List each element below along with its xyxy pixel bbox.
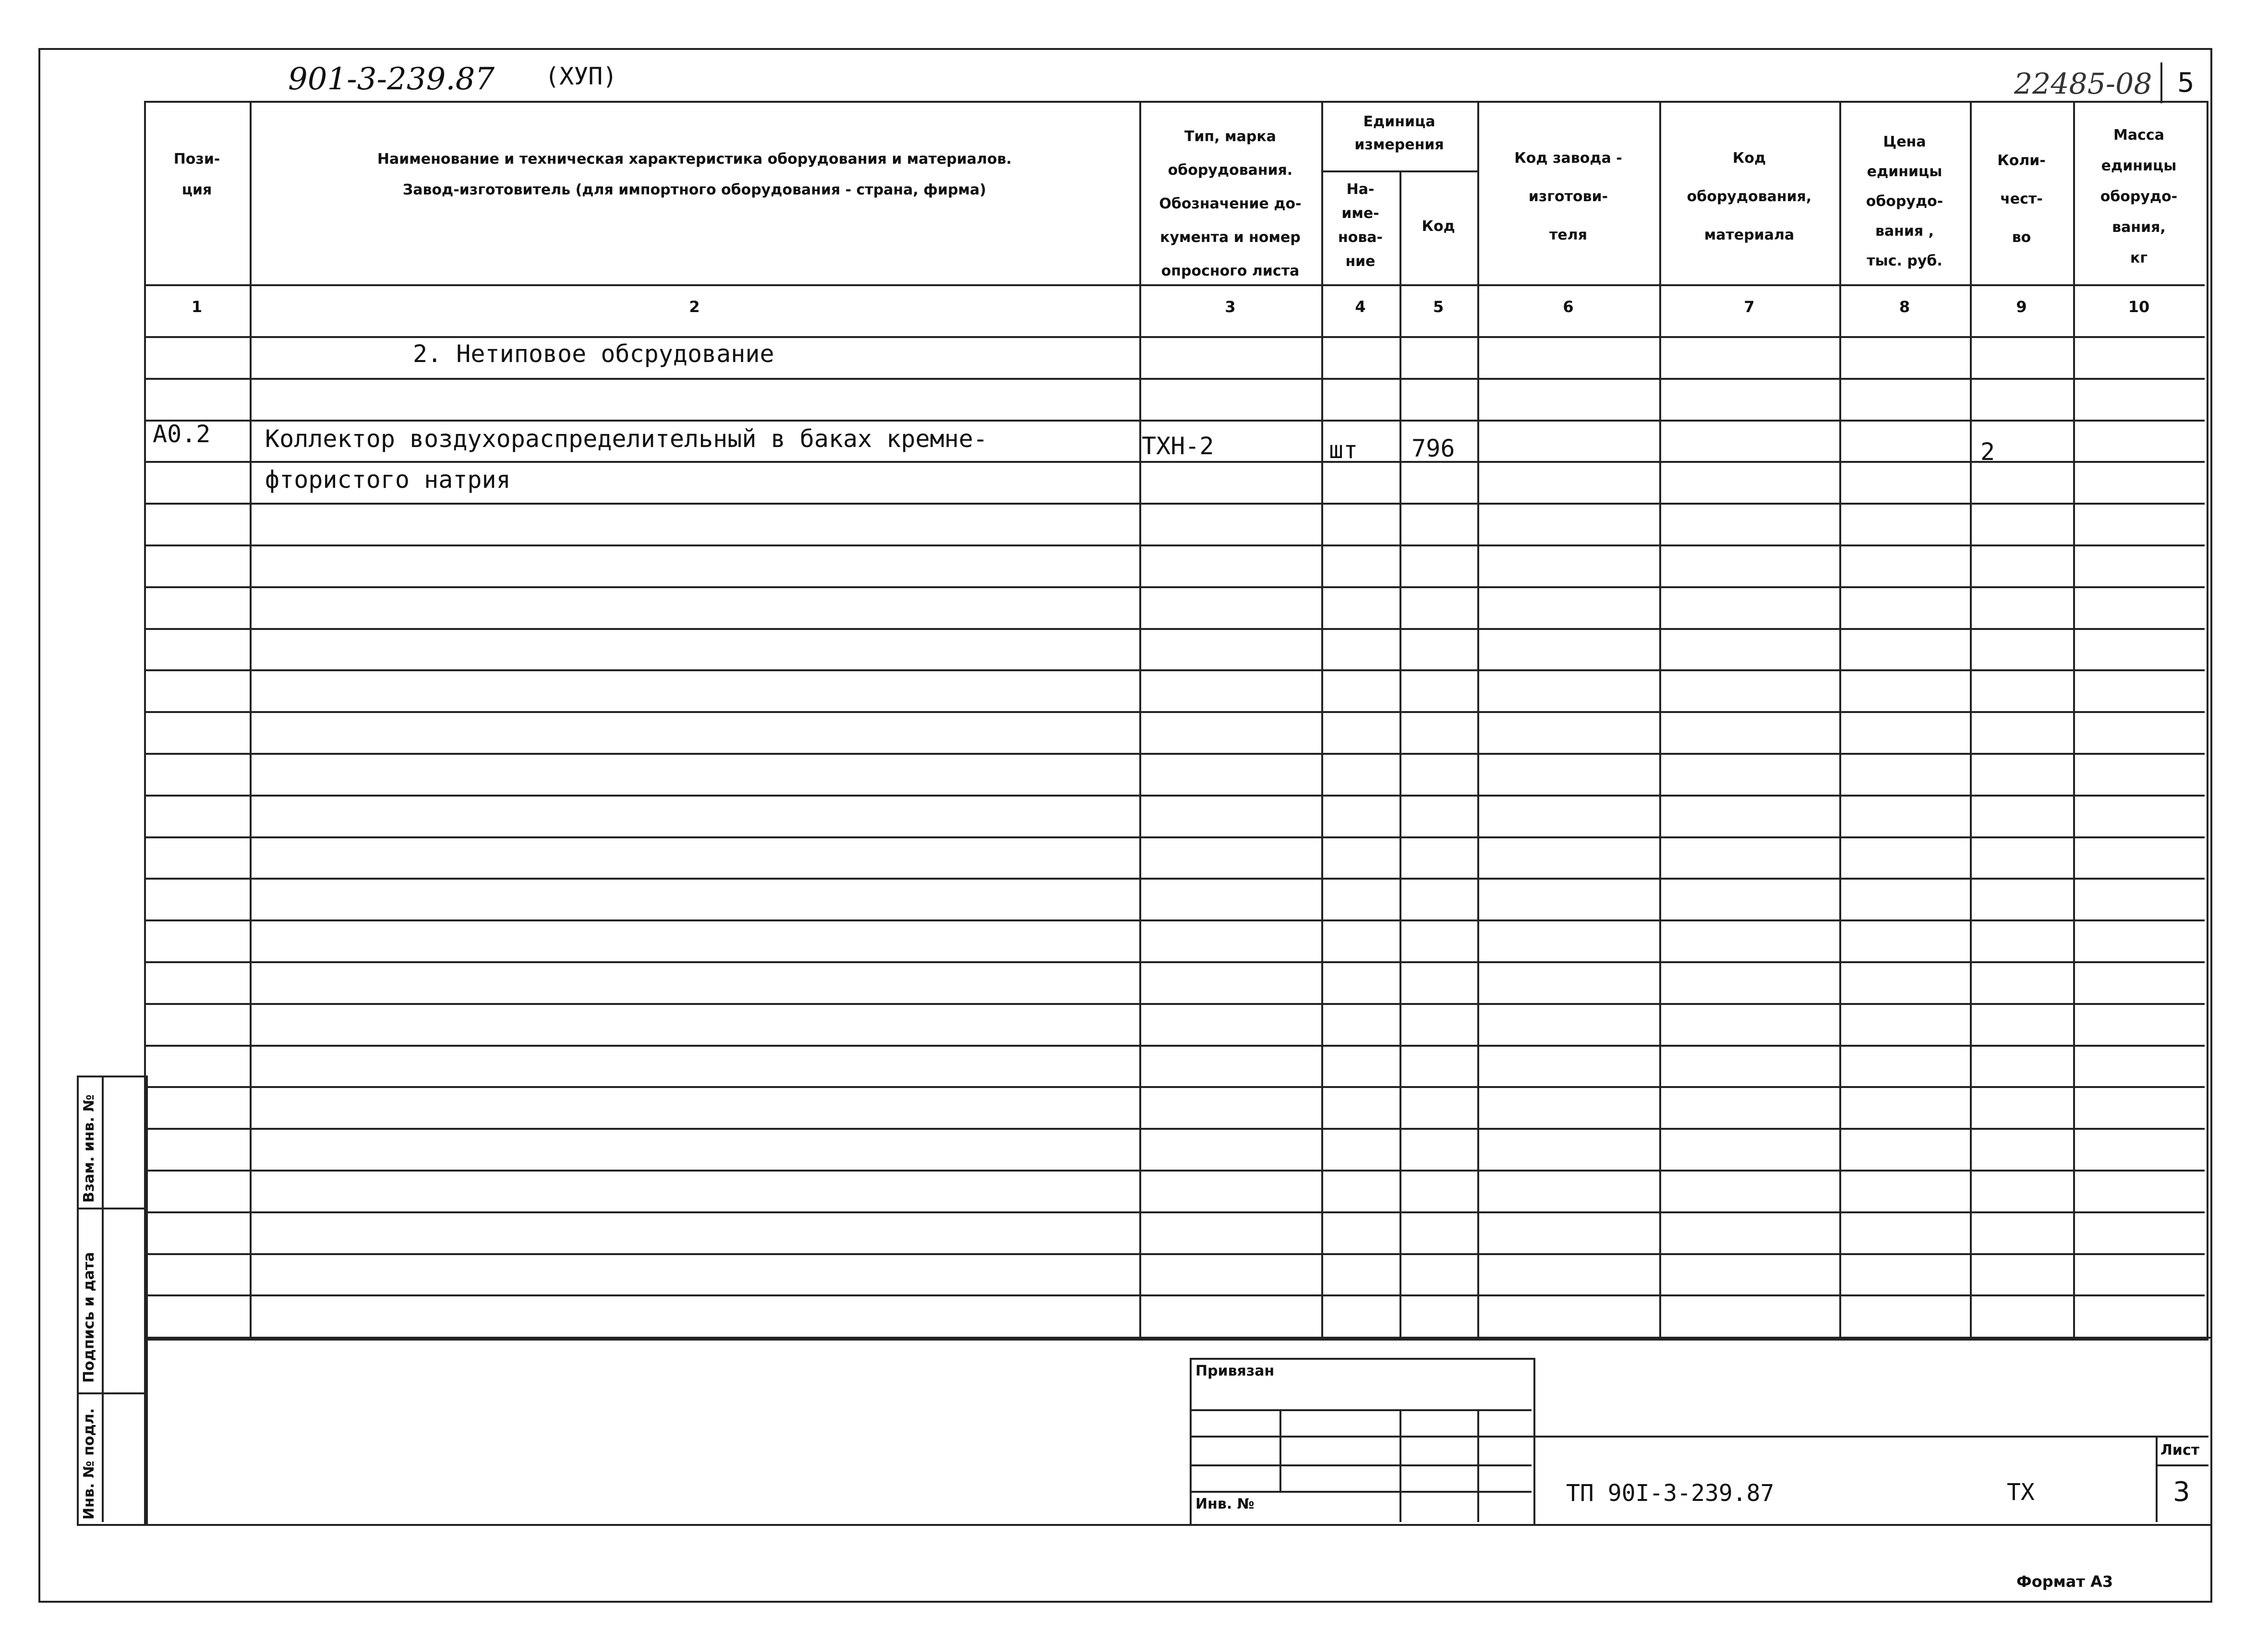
column-number: 10 (2128, 298, 2150, 316)
column-number: 5 (1433, 298, 1444, 316)
col-line (1839, 101, 1841, 1337)
section-title: 2. Нетиповое обсрудование (413, 340, 774, 368)
stamp-col (1477, 1409, 1479, 1522)
unit-subheader-line (1321, 170, 1477, 172)
sheet-number: 3 (2173, 1476, 2190, 1508)
format-label: Формат А3 (2016, 1572, 2113, 1591)
column-number: 7 (1744, 298, 1755, 316)
stamp-col (1279, 1409, 1281, 1491)
stamp-line (1190, 1409, 1532, 1411)
stamp-line (1190, 1436, 1532, 1438)
table-row-line (144, 919, 2205, 921)
column-number: 4 (1355, 298, 1366, 316)
col-line (2073, 101, 2075, 1337)
type-cell: ТХН-2 (1142, 432, 1214, 460)
document-code: ТП 90I-3-239.87 (1566, 1480, 1774, 1507)
col-line (1321, 101, 1323, 1337)
table-row-line (144, 1128, 2205, 1130)
header-unit-code: Код (1422, 218, 1455, 235)
bound-label: Привязан (1195, 1363, 1275, 1379)
side-label-original: Инв. № подл. (81, 1408, 97, 1520)
album-code: (ХУП) (545, 62, 617, 90)
page-number-divider (2160, 62, 2162, 103)
section-code: ТХ (2007, 1479, 2035, 1506)
table-row-line (144, 461, 2205, 463)
table-row-line (144, 1294, 2205, 1296)
inventory-number: 22485-08 (2014, 67, 2152, 101)
header-unit-group: Единица измерения (1354, 113, 1444, 153)
column-number: 6 (1563, 298, 1574, 316)
stamp-col (1399, 1409, 1401, 1522)
column-number: 9 (2016, 298, 2027, 316)
table-row-line (144, 586, 2205, 588)
table-row-line (144, 836, 2205, 838)
table-row-line (144, 1086, 2205, 1088)
column-number: 3 (1225, 298, 1236, 316)
quantity-cell: 2 (1980, 438, 1995, 466)
table-row-line (144, 544, 2205, 546)
unit-cell: шт (1329, 436, 1358, 464)
table-row-line (144, 1045, 2205, 1047)
header-quantity: Коли- чест- во (1997, 152, 2046, 246)
column-number: 8 (1899, 298, 1910, 316)
table-row-line (144, 1253, 2205, 1255)
inv-number-label: Инв. № (1195, 1496, 1255, 1512)
numbers-bottom-line (144, 336, 2205, 338)
table-row-line (144, 961, 2205, 963)
project-code: 901-3-239.87 (288, 61, 495, 97)
header-mass: Масса единицы оборудо- вания, кг (2100, 127, 2178, 266)
side-label-signature: Подпись и дата (81, 1252, 97, 1383)
stamp-line (1190, 1491, 1532, 1493)
header-unit-price: Цена единицы оборудо- вания , тыс. руб. (1866, 133, 1943, 269)
col-line (1477, 101, 1479, 1337)
table-row-line (144, 1170, 2205, 1172)
header-factory-code: Код завода - изготови- теля (1514, 150, 1622, 243)
table-row-line (144, 669, 2205, 671)
page-number: 5 (2177, 67, 2195, 98)
sheet-box-line (2156, 1464, 2208, 1466)
table-row-line (144, 753, 2205, 755)
side-label-replacement: Взам. инв. № (81, 1094, 97, 1203)
title-block-top (1532, 1436, 2208, 1438)
col-line (250, 101, 252, 1337)
code-cell: 796 (1411, 435, 1455, 462)
col-line (1659, 101, 1661, 1337)
header-position: Пози- ция (173, 151, 220, 198)
side-strip-line (77, 1392, 144, 1394)
side-strip-divider (102, 1076, 104, 1522)
table-row-line (144, 1211, 2205, 1213)
column-number: 2 (689, 298, 700, 316)
column-number: 1 (191, 298, 203, 316)
name-cell-continued: фтористого натрия (265, 466, 511, 494)
col-line (1970, 101, 1972, 1337)
table-row-line (144, 420, 2205, 422)
header-type: Тип, марка оборудования. Обозначение до- кумента и номер опросного листа (1159, 128, 1302, 279)
sheet-label: Лист (2160, 1442, 2200, 1459)
table-row-line (144, 795, 2205, 797)
table-row-line (144, 503, 2205, 505)
sheet-box-divider (2156, 1436, 2158, 1522)
header-name: Наименование и техническая характеристика оборудования и материалов. Завод-изготовитель (для импортного оборудования - страна, фирма) (377, 151, 1012, 198)
table-row-line (144, 628, 2205, 630)
table-row-line (144, 878, 2205, 880)
header-equipment-code: Код оборудования, материала (1687, 150, 1812, 243)
position-cell: А0.2 (153, 420, 211, 448)
table-row-line (144, 378, 2205, 380)
table-row-line (144, 711, 2205, 713)
header-unit-name: На- име- нова- ние (1338, 181, 1383, 270)
name-cell: Коллектор воздухораспределительный в баках кремне- (265, 425, 988, 453)
table-row-line (144, 1003, 2205, 1005)
side-strip-line (77, 1208, 144, 1209)
lower-frame (144, 1337, 2212, 1526)
stamp-line (1190, 1464, 1532, 1466)
